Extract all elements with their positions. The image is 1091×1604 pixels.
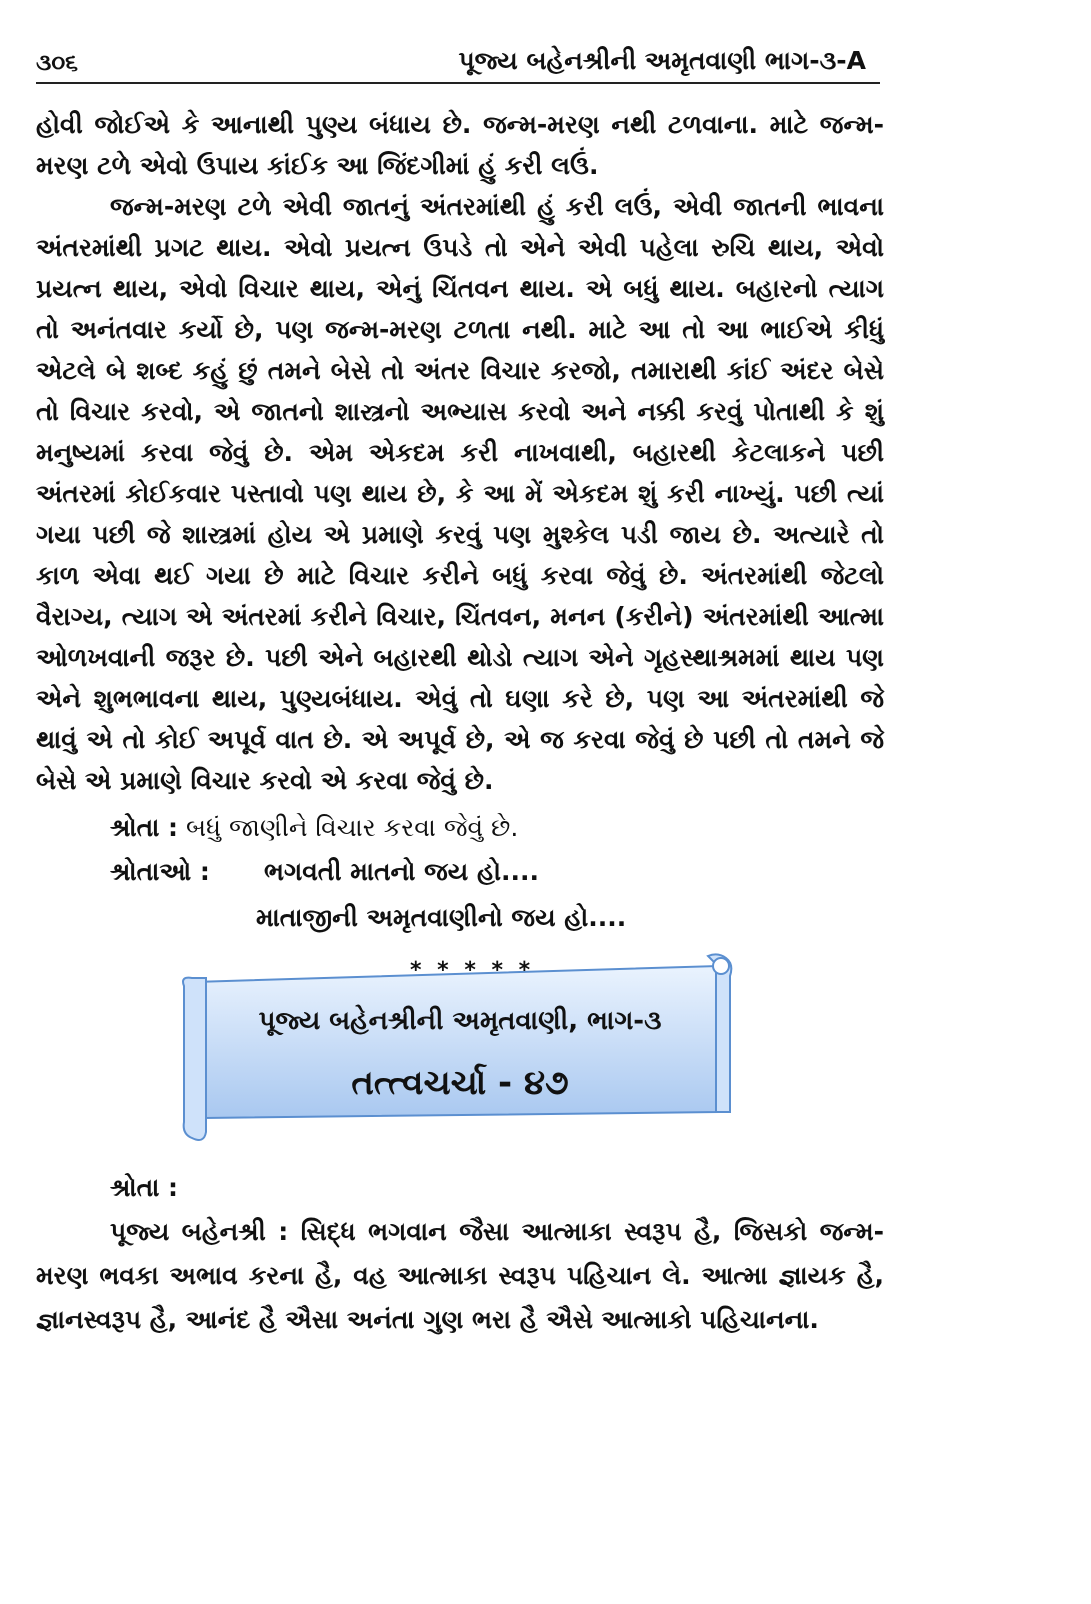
speaker-label: પૂજ્ય બહેનશ્રી : [110,1217,289,1246]
paragraph-2: જન્મ-મરણ ટળે એવી જાતનું અંતરમાંથી હું કરી લઉં, એવી જાતની ભાવના અંતરમાંથી પ્રગટ થાય. એવો પ્રયત્ન ઉપડે તો એને એવી પહેલા રુચિ થાય, એવો પ્રયત્ન થાય, એવો વિચાર થાય, એનું ચિંતવન થાય. એ બધું થાય. બહારનો ત્યાગ તો અનંતવાર કર્યો છે, પણ જન્મ-મરણ ટળતા નથી. માટે આ તો આ ભાઈએ કીધું એટલે બે શબ્દ કહું છું તમને બેસે તો અંતર વિચાર કરજો, તમારાથી કાંઈ અંદર બેસે તો વિચાર કરવો, એ જાતનો શાસ્ત્રનો અભ્યાસ કરવો અને નક્કી કરવું પોતાથી કે શું મનુષ્યમાં કરવા જેવું છે. એમ એકદમ કરી નાખવાથી, બહારથી કેટલાકને પછી અંતરમાં કોઈકવાર પસ્તાવો પણ થાય છે, કે આ મેં એકદમ શું કરી નાખ્યું. પછી ત્યાં ગયા પછી જે શાસ્ત્રમાં હોય એ પ્રમાણે કરવું પણ મુશ્કેલ પડી જાય છે. અત્યારે તો કાળ એવા થઈ ગયા છે માટે વિચાર કરીને બધું કરવા જેવું છે. અંતરમાંથી જેટલો વૈરાગ્ય, ત્યાગ એ અંતરમાં કરીને વિચાર, ચિંતવન, મનન (કરીને) અંતરમાંથી આત્મા ઓળખવાની જરૂર છે. પછી એને બહારથી થોડો ત્યાગ એને ગૃહસ્થાશ્રમમાં થાય પણ એને શુભભાવના થાય, પુણ્યબંધાય. એવું તો ઘણા કરે છે, પણ આ અંતરમાંથી જે થાવું એ તો કોઈ અપૂર્વ વાત છે. એ અપૂર્વ છે, એ જ કરવા જેવું છે પછી તો તમને જે બેસે એ પ્રમાણે વિચાર કરવો એ કરવા જેવું છે. [36,192,884,795]
speaker-paragraph [36,1210,884,1342]
banner-title: પૂજ્ય બહેનશ્રીની અમૃતવાણી, ભાગ-૩ [258,1006,662,1036]
listener-text: બધું જાણીને વિચાર કરવા જેવું છે. [185,813,519,842]
running-title: પૂજ્ય બહેનશ્રીની અમૃતવાણી ભાગ-૩-A [458,46,866,75]
audience-line-2 [256,898,626,938]
audience-label: શ્રોતાઓ : [110,857,210,886]
section-separator: * * * * * [410,958,535,983]
audience-line-1 [110,852,539,892]
paragraph-1: હોવી જોઈએ કે આનાથી પુણ્ય બંધાય છે. જન્મ-મરણ નથી ટળવાના. માટે જન્મ-મરણ ટળે એવો ઉપાય કાંઈક આ જિંદગીમાં હું કરી લઉં. [36,110,884,180]
page-number: ૩૦૬ [36,50,79,76]
speaker-text: સિદ્ધ ભગવાન જૈસા આત્માકા સ્વરૂપ હૈ, જિસકો જન્મ-મરણ ભવકા અભાવ કરના હૈ, વહ આત્માકા સ્વરૂપ પહિચાન લે. આત્મા જ્ઞાયક હૈ, જ્ઞાનસ્વરૂપ હૈ, આનંદ હૈ ઐસા અનંતા ગુણ ભરા હૈ ઐસે આત્માકો પહિચાનના. [36,1217,884,1334]
section-2 [36,1166,884,1342]
page-header [36,44,880,84]
body-text [36,104,884,801]
listener-line [110,808,518,848]
audience-chant-2: માતાજીની અમૃતવાણીનો જય હો.... [256,903,627,932]
listener-label: શ્રોતા : [110,813,179,842]
banner-subtitle: તત્ત્વચર્ચા - ૪૭ [351,1063,569,1103]
listener-label-2: શ્રોતા : [110,1173,179,1202]
audience-chant-1: ભગવતી માતનો જય હો.... [263,857,539,886]
